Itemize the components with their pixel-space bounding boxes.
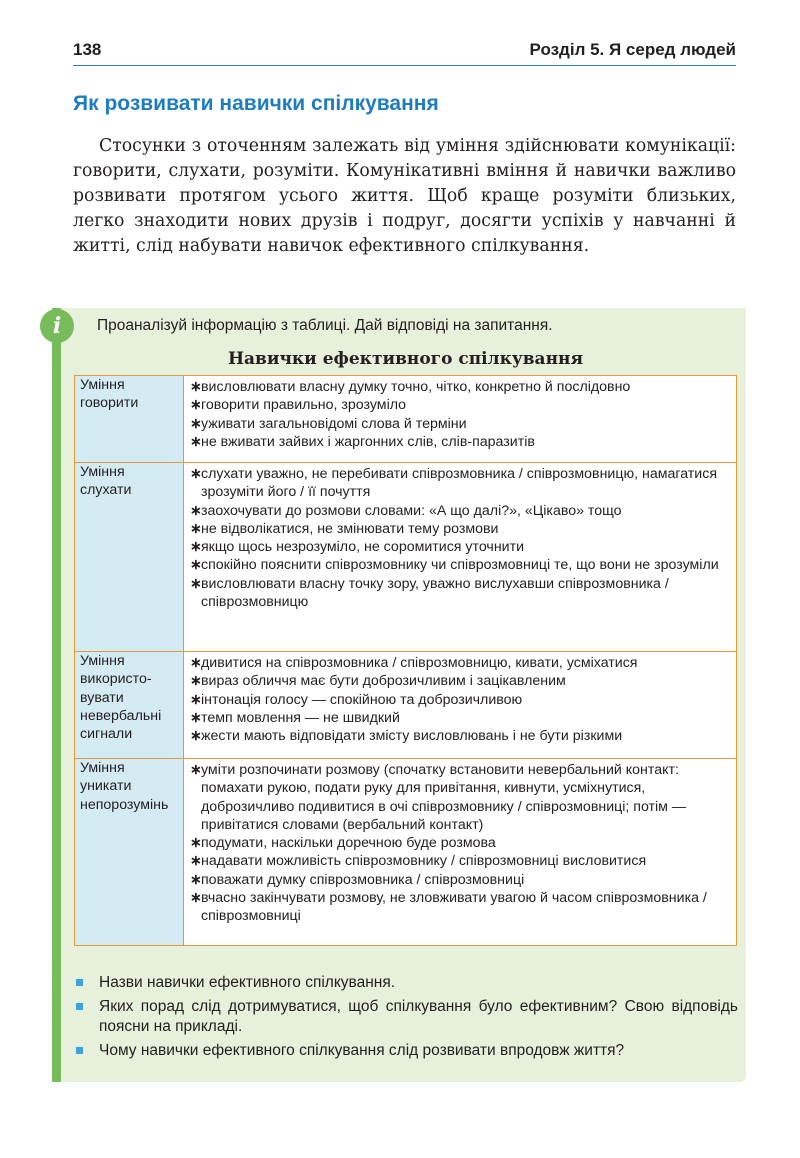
list-item: ∗ надавати можливість співрозмовнику / співрозмовниці висловитися: [190, 852, 730, 870]
list-item: ∗ висловлювати власну думку точно, чітко, конкретно й послідовно: [190, 378, 730, 396]
list-item: ∗ говорити правильно, зрозуміло: [190, 396, 730, 414]
question-text: Чому навички ефективного спілкування слід розвивати впродовж життя?: [99, 1042, 625, 1059]
list-item: ∗ уживати загальновідомі слова й терміни: [190, 415, 730, 433]
square-bullet-icon: [76, 979, 83, 986]
skill-items: [184, 652, 737, 759]
question-item: [74, 1041, 738, 1061]
skill-category: Уміння говорити: [75, 376, 184, 463]
list-item: ∗ не відволікатися, не змінювати тему розмови: [190, 520, 730, 538]
list-item: ∗ темп мовлення — не швидкий: [190, 709, 730, 727]
task-instruction: Проаналізуй інформацію з таблиці. Дай відповіді на запитання.: [97, 317, 553, 334]
list-item: ∗ поважати думку співрозмовника / співрозмовниці: [190, 871, 730, 889]
question-text: Назви навички ефективного спілкування.: [99, 974, 396, 991]
section-title: Як розвивати навички спілкування: [73, 92, 439, 115]
list-item: ∗ інтонація голосу — спокійною та доброзичливою: [190, 691, 730, 709]
page-header: [73, 38, 736, 66]
square-bullet-icon: [76, 1047, 83, 1054]
table-title: Навички ефективного спілкування: [227, 349, 584, 369]
skill-items: [184, 463, 737, 652]
intro-paragraph: Стосунки з оточенням залежать від уміння здійснювати комунікації: говорити, слухати, розуміти. Комунікативні вміння й навички важливо розвивати протягом усього життя. Щоб краще розуміти близьких, легко знаходити нових друзів і подруг, досягти успіхів у навчанні й житті, слід набувати навичок ефективного спілкування.: [73, 136, 736, 256]
skill-category: Уміння використовувати невербальні сигнали: [75, 652, 184, 759]
table-row: [75, 759, 737, 946]
skill-category: Уміння уникати непорозумінь: [75, 759, 184, 946]
skill-category: Уміння слухати: [75, 463, 184, 652]
list-item: ∗ вчасно закінчувати розмову, не зловживати увагою й часом співрозмовника / співрозмовниці: [190, 889, 730, 926]
table-row: [75, 463, 737, 652]
question-text: Яких порад слід дотримуватися, щоб спілкування було ефективним? Свою відповідь поясни на прикладі.: [99, 998, 738, 1035]
list-item: ∗ вираз обличчя має бути доброзичливим і зацікавленим: [190, 672, 730, 690]
list-item: ∗ слухати уважно, не перебивати співрозмовника / співрозмовницю, намагатися зрозуміти його / її почуття: [190, 465, 730, 502]
question-list: [74, 973, 738, 1065]
skills-table: [74, 375, 737, 946]
list-item: ∗ не вживати зайвих і жаргонних слів, слів-паразитів: [190, 433, 730, 451]
list-item: ∗ жести мають відповідати змісту висловлювань і не бути різкими: [190, 727, 730, 745]
skill-items: [184, 376, 737, 463]
skill-items: [184, 759, 737, 946]
list-item: ∗ уміти розпочинати розмову (спочатку встановити невербальний контакт: помахати рукою, подати руку для привітання, кивнути, усміхнутися, доброзичливо подивитися в очі співрозмовнику / співрозмовниці; потім — привітатися словами (вербальний контакт): [190, 761, 730, 834]
list-item: ∗ заохочувати до розмови словами: «А що далі?», «Цікаво» тощо: [190, 502, 730, 520]
list-item: ∗ дивитися на співрозмовника / співрозмовницю, кивати, усміхатися: [190, 654, 730, 672]
list-item: ∗ спокійно пояснити співрозмовнику чи співрозмовниці те, що вони не зрозуміли: [190, 556, 730, 574]
info-icon: i: [40, 309, 74, 343]
list-item: ∗ висловлювати власну точку зору, уважно вислухавши співрозмовника / співрозмовницю: [190, 575, 730, 612]
page-number: 138: [73, 40, 102, 59]
list-item: ∗ подумати, наскільки доречною буде розмова: [190, 834, 730, 852]
list-item: ∗ якщо щось незрозуміло, не соромитися уточнити: [190, 538, 730, 556]
info-panel-bar: [52, 308, 61, 1082]
question-item: [74, 997, 738, 1037]
question-item: [74, 973, 738, 993]
chapter-title: Розділ 5. Я серед людей: [529, 40, 736, 59]
table-row: [75, 376, 737, 463]
square-bullet-icon: [76, 1003, 83, 1010]
table-row: [75, 652, 737, 759]
